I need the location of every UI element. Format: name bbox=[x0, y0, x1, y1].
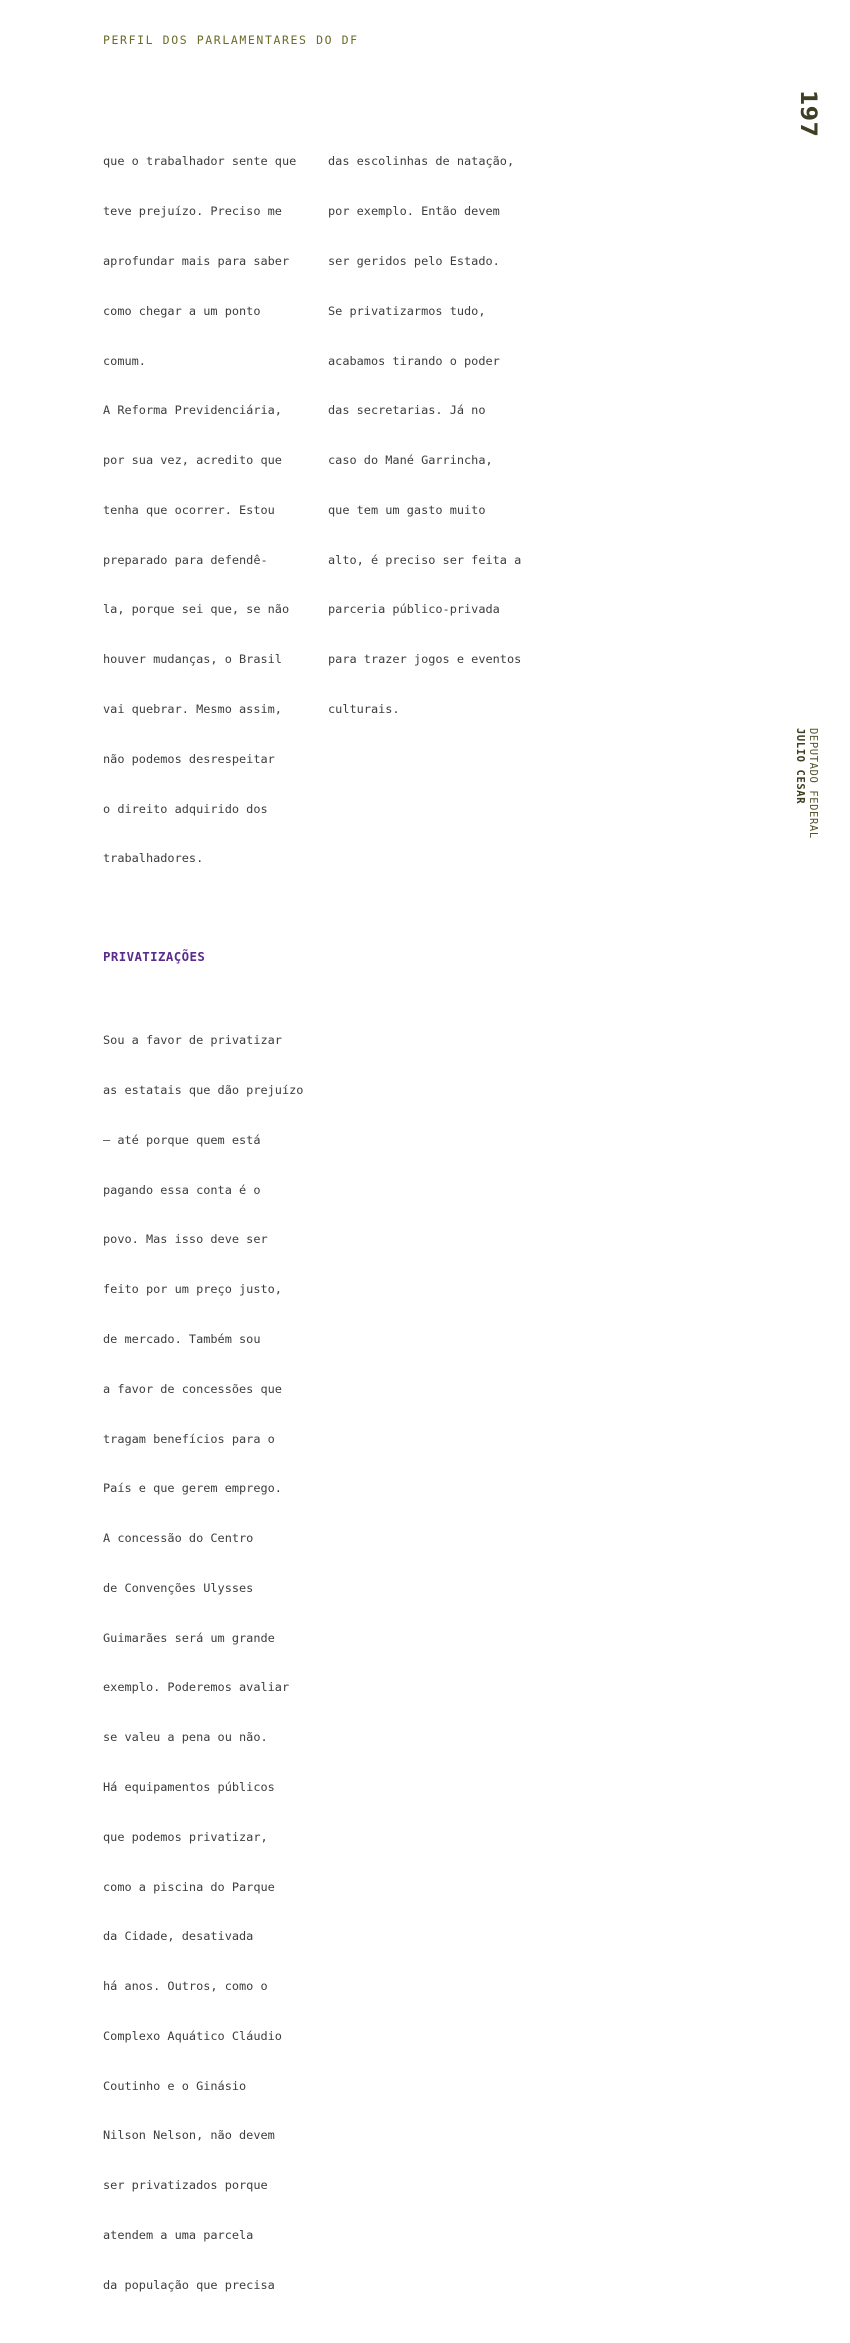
text-line: houver mudanças, o Brasil bbox=[103, 652, 282, 667]
side-running-label bbox=[793, 728, 819, 839]
text-line: — até porque quem está bbox=[103, 1132, 261, 1147]
page-number: 197 bbox=[795, 90, 820, 138]
text-line: por exemplo. Então devem bbox=[328, 204, 500, 219]
text-line: pagando essa conta é o bbox=[103, 1182, 261, 1197]
text-line: preparado para defendê- bbox=[103, 552, 268, 567]
text-line: das escolinhas de natação, bbox=[328, 154, 515, 169]
text-line: como a piscina do Parque bbox=[103, 1879, 275, 1894]
paragraph-continuation bbox=[328, 120, 543, 751]
text-line: Complexo Aquático Cláudio bbox=[103, 2028, 282, 2043]
text-line: A concessão do Centro bbox=[103, 1531, 254, 1546]
text-line: exemplo. Poderemos avaliar bbox=[103, 1680, 290, 1695]
side-role-label: DEPUTADO FEDERAL bbox=[807, 728, 819, 839]
text-line: há anos. Outros, como o bbox=[103, 1979, 268, 1994]
text-line: trabalhadores. bbox=[103, 851, 204, 866]
text-line: que tem um gasto muito bbox=[328, 502, 486, 517]
text-line: a favor de concessões que bbox=[103, 1381, 282, 1396]
text-line: A Reforma Previdenciária, bbox=[103, 403, 282, 418]
text-line: acabamos tirando o poder bbox=[328, 353, 500, 368]
text-line: da Cidade, desativada bbox=[103, 1929, 254, 1944]
text-line: da população que precisa bbox=[103, 2277, 275, 2292]
text-line: tenha que ocorrer. Estou bbox=[103, 502, 275, 517]
text-column-left bbox=[103, 87, 318, 2343]
text-line: que podemos privatizar, bbox=[103, 1829, 268, 1844]
text-line: Guimarães será um grande bbox=[103, 1630, 275, 1645]
text-line: aprofundar mais para saber bbox=[103, 253, 290, 268]
text-line: tragam benefícios para o bbox=[103, 1431, 275, 1446]
text-line: ser geridos pelo Estado. bbox=[328, 253, 500, 268]
text-line: ser privatizados porque bbox=[103, 2178, 268, 2193]
paragraph-privatizations bbox=[103, 999, 318, 2327]
text-line: que o trabalhador sente que bbox=[103, 154, 297, 169]
text-line: o direito adquirido dos bbox=[103, 801, 268, 816]
text-line: caso do Mané Garrincha, bbox=[328, 453, 493, 468]
text-line: culturais. bbox=[328, 701, 400, 716]
text-line: comum. bbox=[103, 353, 146, 368]
text-line: se valeu a pena ou não. bbox=[103, 1730, 268, 1745]
text-line: das secretarias. Já no bbox=[328, 403, 486, 418]
text-line: vai quebrar. Mesmo assim, bbox=[103, 701, 282, 716]
text-line: Nilson Nelson, não devem bbox=[103, 2128, 275, 2143]
text-line: parceria público-privada bbox=[328, 602, 500, 617]
section-title-privatizations: PRIVATIZAÇÕES bbox=[103, 949, 206, 965]
text-line: de mercado. Também sou bbox=[103, 1331, 261, 1346]
text-line: como chegar a um ponto bbox=[103, 303, 261, 318]
side-name-label: JULIO CESAR bbox=[794, 728, 806, 805]
text-line: as estatais que dão prejuízo bbox=[103, 1083, 304, 1098]
running-title: PERFIL DOS PARLAMENTARES DO DF bbox=[103, 33, 359, 47]
paragraph-reforms bbox=[103, 120, 318, 900]
text-line: povo. Mas isso deve ser bbox=[103, 1232, 268, 1247]
text-line: alto, é preciso ser feita a bbox=[328, 552, 522, 567]
text-line: teve prejuízo. Preciso me bbox=[103, 204, 282, 219]
text-line: atendem a uma parcela bbox=[103, 2228, 254, 2242]
text-line: Há equipamentos públicos bbox=[103, 1779, 275, 1794]
text-line: de Convenções Ulysses bbox=[103, 1580, 254, 1595]
text-line: feito por um preço justo, bbox=[103, 1282, 282, 1297]
text-line: para trazer jogos e eventos bbox=[328, 652, 522, 667]
text-line: por sua vez, acredito que bbox=[103, 453, 282, 468]
text-line: la, porque sei que, se não bbox=[103, 602, 290, 617]
text-line: não podemos desrespeitar bbox=[103, 751, 275, 766]
text-line: Coutinho e o Ginásio bbox=[103, 2078, 247, 2093]
text-line: Se privatizarmos tudo, bbox=[328, 303, 486, 318]
text-line: País e que gerem emprego. bbox=[103, 1481, 282, 1496]
text-column-right bbox=[328, 87, 543, 767]
text-line: Sou a favor de privatizar bbox=[103, 1033, 282, 1048]
